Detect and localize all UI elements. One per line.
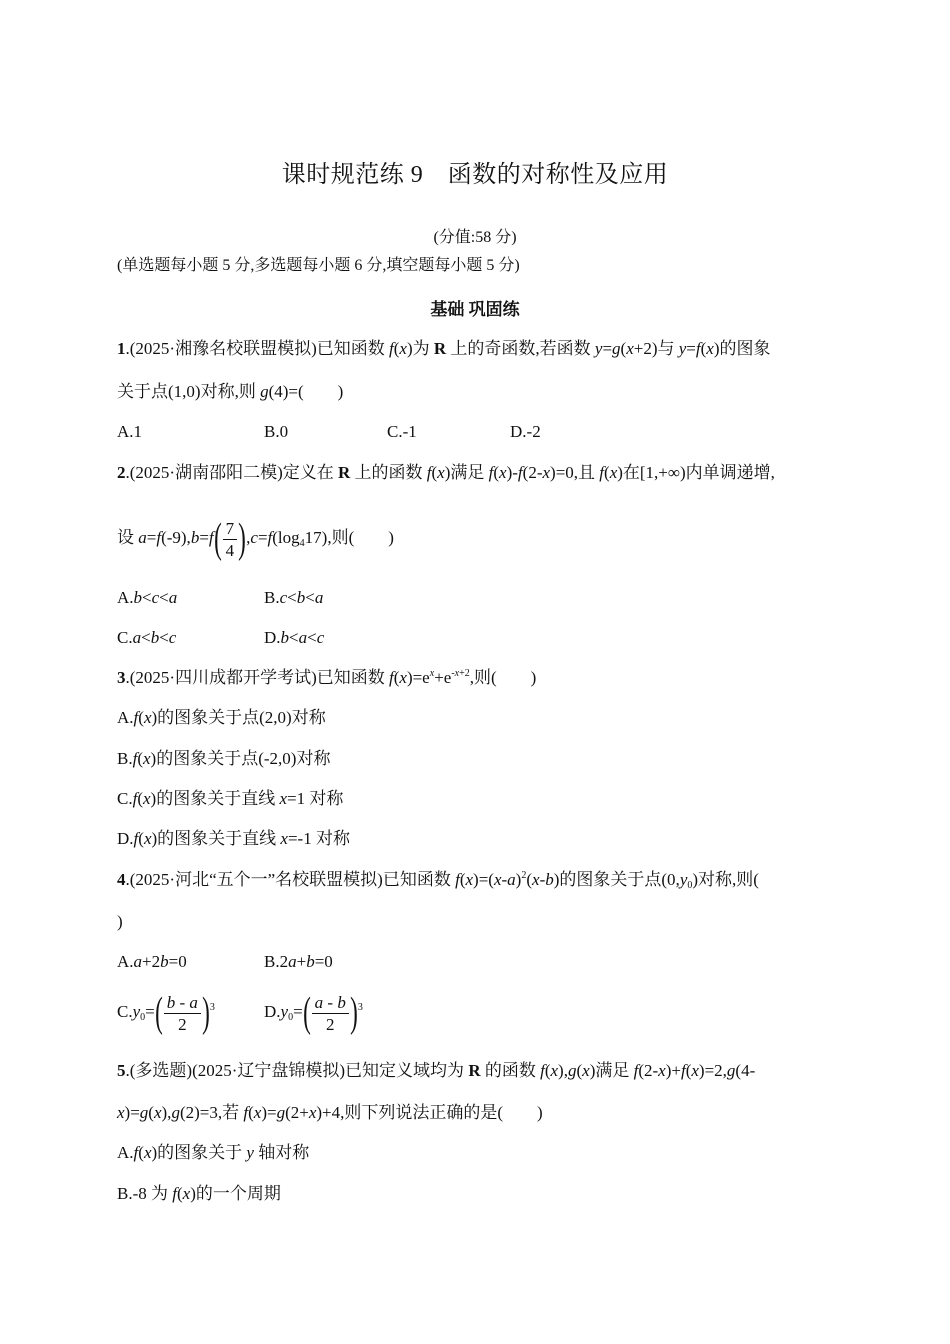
- q5-option-a: A.f(x)的图象关于 y 轴对称: [117, 1143, 310, 1162]
- q1-option-d: D.-2: [510, 422, 541, 441]
- question-source: (2025·四川成都开学考试): [129, 668, 317, 687]
- q3-option-a: A.f(x)的图象关于点(2,0)对称: [117, 708, 326, 727]
- score-note: (单选题每小题 5 分,多选题每小题 6 分,填空题每小题 5 分): [117, 257, 520, 274]
- q1-option-a: A.1: [117, 422, 143, 441]
- q3-option-d: D.f(x)的图象关于直线 x=-1 对称: [117, 829, 350, 848]
- q5-option-b: B.-8 为 f(x)的一个周期: [117, 1184, 281, 1203]
- question-4-line-1: 4.(2025·河北“五个一”名校联盟模拟)已知函数 $f(x)=(x-a)^2(x-b)$的图象关于点$(0,y_0)$对称,则(: [117, 870, 759, 891]
- q1-option-c: C.-1: [387, 422, 417, 441]
- score-line: (分值:58 分): [433, 229, 517, 246]
- q4-option-d: $D.y_0=$( $\frac{a - b}{2}$ )$^3$: [264, 990, 363, 1037]
- question-1-line-2: 关于点(1,0)对称,则 g(4)=( ): [117, 382, 344, 401]
- q2-option-c: C.a<b<c: [117, 628, 177, 647]
- q4-option-a: A.a+2b=0: [117, 952, 187, 971]
- question-source: (2025·河北“五个一”名校联盟模拟): [129, 870, 383, 889]
- q1-option-b: B.0: [264, 422, 289, 441]
- q2-option-a: A.b<c<a: [117, 588, 178, 607]
- question-2-line-2: 设 a=f(-9),b=f( $\frac{7}{4}$ )$,c=f(\log_417)$,则( ): [117, 516, 394, 563]
- q2-option-b: B.c<b<a: [264, 588, 324, 607]
- question-2-line-1: 2.(2025·湖南邵阳二模)定义在 R 上的函数 f(x)满足 f(x)-f(2-x)=0,且 f(x)在[1,+∞)内单调递增,: [117, 463, 775, 482]
- question-source: (2025·湘豫名校联盟模拟): [129, 339, 317, 358]
- q3-option-b: B.f(x)的图象关于点(-2,0)对称: [117, 749, 331, 768]
- fraction: $\frac{7}{4}$: [223, 520, 238, 559]
- question-4-line-2: ): [117, 912, 123, 931]
- question-number: 5: [117, 1061, 126, 1080]
- question-number: 3: [117, 668, 126, 687]
- question-5-line-1: 5.(多选题)(2025·辽宁盘锦模拟)已知定义域均为 R 的函数 f(x),g(x)满足 f(2-x)+f(x)=2,g(4-: [117, 1061, 756, 1080]
- q4-option-b: B.2a+b=0: [264, 952, 333, 971]
- question-5-line-2: x)=g(x),g(2)=3,若 f(x)=g(2+x)+4,则下列说法正确的是( ): [117, 1103, 543, 1122]
- question-source: (多选题)(2025·辽宁盘锦模拟): [129, 1061, 346, 1080]
- fraction: $\frac{b - a}{2}$: [164, 994, 201, 1033]
- fraction: $\frac{a - b}{2}$: [312, 994, 349, 1033]
- question-3-line-1: 3.(2025·四川成都开学考试)已知函数 $f(x)=e^x+e^{-x+2}$,则( ): [117, 668, 537, 687]
- question-source: (2025·湖南邵阳二模): [129, 463, 283, 482]
- question-1-line-1: 1.(2025·湘豫名校联盟模拟)已知函数 f(x)为 R 上的奇函数,若函数 y=g(x+2)与 y=f(x)的图象: [117, 339, 771, 358]
- q3-option-c: C.f(x)的图象关于直线 x=1 对称: [117, 789, 344, 808]
- section-heading: 基础 巩固练: [430, 300, 520, 319]
- question-number: 1: [117, 339, 126, 358]
- page-title: 课时规范练 9 函数的对称性及应用: [281, 162, 669, 188]
- q4-option-c: $C.y_0=$( $\frac{b - a}{2}$ )$^3$: [117, 990, 215, 1037]
- question-number: 4: [117, 870, 126, 889]
- question-number: 2: [117, 463, 126, 482]
- q2-option-d: D.b<a<c: [264, 628, 325, 647]
